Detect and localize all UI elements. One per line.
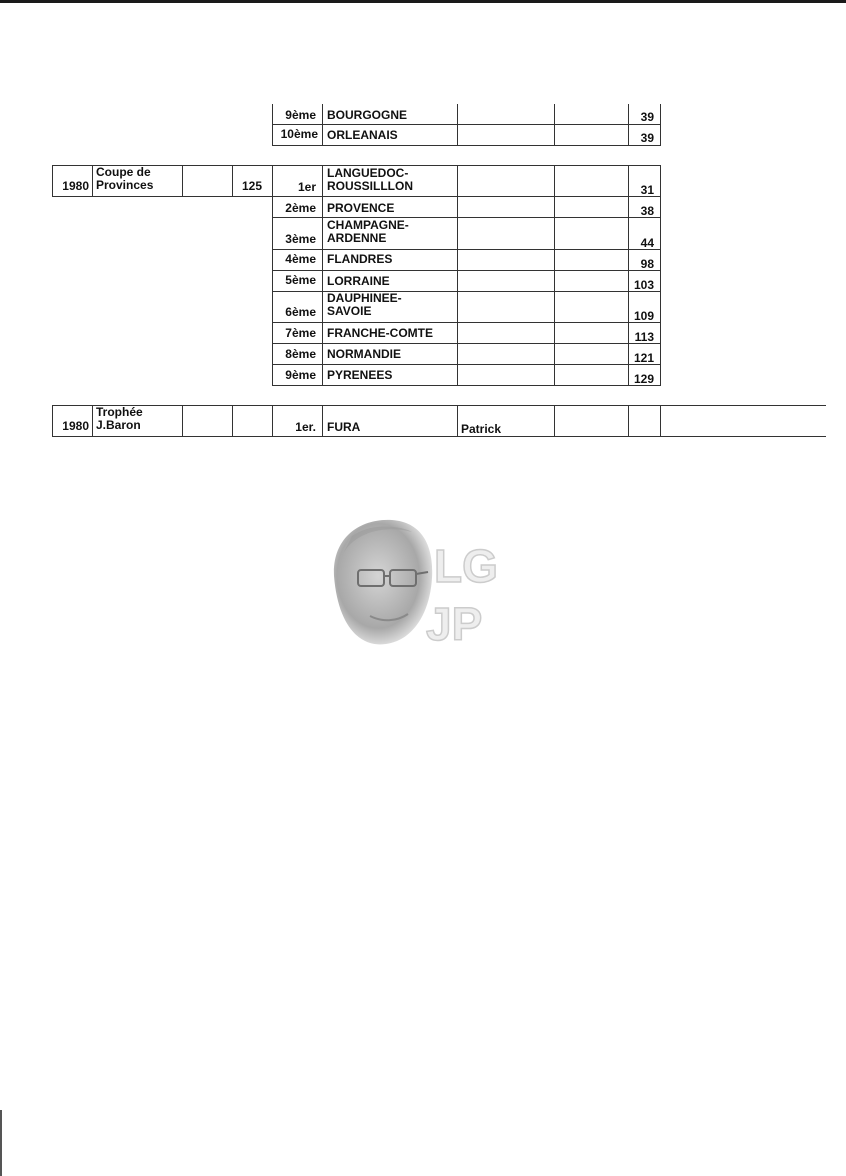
participants-count: 125: [241, 179, 262, 193]
province-name: LORRAINE: [327, 274, 390, 288]
rank: 2ème: [285, 201, 316, 215]
province-name-line1: DAUPHINEE-: [327, 291, 402, 305]
rank: 8ème: [285, 347, 316, 361]
province-name-line2: SAVOIE: [327, 304, 372, 318]
event-name-line2: J.Baron: [96, 418, 141, 432]
scan-left-edge: [0, 1110, 2, 1176]
points: 39: [640, 110, 654, 124]
rank: 7ème: [285, 326, 316, 340]
lgjp-watermark-logo: [322, 516, 512, 656]
points: 39: [640, 131, 654, 145]
rank: 1er.: [295, 420, 316, 434]
rank: 6ème: [285, 305, 316, 319]
rank: 9ème: [285, 368, 316, 382]
logo-text-bottom: JP: [426, 598, 483, 650]
rank: 4ème: [285, 252, 316, 266]
province-name-line1: LANGUEDOC-: [327, 166, 409, 180]
province-name: FRANCHE-COMTE: [327, 326, 433, 340]
province-name: BOURGOGNE: [327, 108, 408, 122]
rank: 5ème: [285, 273, 316, 287]
points: 31: [640, 183, 654, 197]
points: 121: [633, 351, 654, 365]
year: 1980: [62, 419, 89, 433]
rank: 3ème: [285, 232, 316, 246]
province-name: FLANDRES: [327, 252, 393, 266]
rank: 10ème: [280, 127, 318, 141]
rank: 1er: [297, 180, 316, 194]
portrait-icon: [322, 516, 512, 656]
province-name: ORLEANAIS: [327, 128, 398, 142]
province-name-line1: CHAMPAGNE-: [327, 218, 409, 232]
event-name-line2: Provinces: [96, 178, 154, 192]
logo-text-top: LG: [434, 540, 498, 592]
points: 113: [634, 330, 654, 344]
province-name: NORMANDIE: [327, 347, 401, 361]
points: 44: [640, 236, 654, 250]
event-name-line1: Trophée: [96, 405, 143, 419]
province-name: PROVENCE: [327, 201, 395, 215]
rank: 9ème: [285, 108, 316, 122]
player-surname: FURA: [327, 420, 361, 434]
scan-top-edge: [0, 0, 846, 3]
points: 38: [640, 204, 654, 218]
points: 98: [640, 257, 654, 271]
province-name-line2: ROUSSILLLON: [327, 179, 413, 193]
points: 109: [633, 309, 654, 323]
event-name-line1: Coupe de: [96, 165, 151, 179]
points: 129: [633, 372, 654, 386]
player-firstname: Patrick: [461, 422, 502, 436]
points: 103: [633, 278, 654, 292]
year: 1980: [62, 179, 89, 193]
province-name: PYRENEES: [327, 368, 393, 382]
province-name-line2: ARDENNE: [327, 231, 387, 245]
